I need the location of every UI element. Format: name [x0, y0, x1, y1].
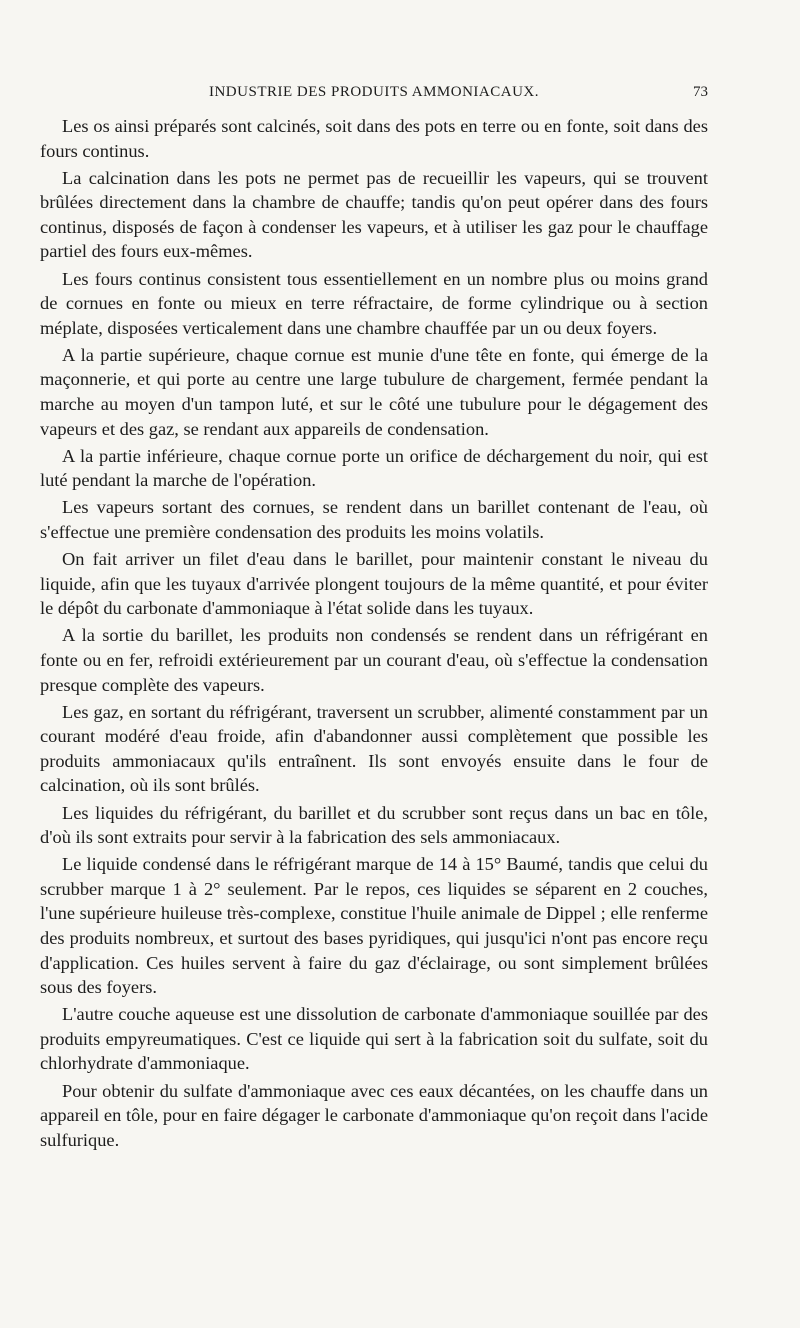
- paragraph: A la sortie du barillet, les produits non condensés se rendent dans un réfrigérant en fonte ou en fer, refroidi extérieurement par un courant d'eau, où s'effectue la condensation presque complète des vapeurs.: [40, 625, 708, 695]
- paragraph: Les fours continus consistent tous essentiellement en un nombre plus ou moins grand de cornues en fonte ou mieux en terre réfractaire, de forme cylindrique ou à section méplate, disposées verticalement dans une chambre chauffée par un ou deux foyers.: [40, 268, 708, 338]
- paragraph: Les gaz, en sortant du réfrigérant, traversent un scrubber, alimenté constamment par un courant modéré d'eau froide, afin d'abandonner aussi complètement que possible les produits ammoniacaux qu'ils entraînent. Ils sont envoyés ensuite dans le four de calcination, où ils sont brûlés.: [40, 701, 708, 796]
- paragraph: La calcination dans les pots ne permet pas de recueillir les vapeurs, qui se trouvent brûlées directement dans la chambre de chauffe; tandis qu'on peut opérer dans des fours continus, disposés de façon à condenser les vapeurs, et à utiliser les gaz pour le chauffage partiel des fours eux-mêmes.: [40, 167, 708, 262]
- paragraph: L'autre couche aqueuse est une dissolution de carbonate d'ammoniaque souillée par des produits empyreumatiques. C'est ce liquide qui sert à la fabrication soit du sulfate, soit du chlorhydrate d'ammoniaque.: [40, 1004, 708, 1074]
- paragraph: On fait arriver un filet d'eau dans le barillet, pour maintenir constant le niveau du liquide, afin que les tuyaux d'arrivée plongent toujours de la même quantité, et pour éviter le dépôt du carbonate d'ammoniaque à l'état solide dans les tuyaux.: [40, 549, 708, 619]
- running-title: INDUSTRIE DES PRODUITS AMMONIACAUX.: [208, 84, 540, 100]
- paragraph: Pour obtenir du sulfate d'ammoniaque avec ces eaux décantées, on les chauffe dans un appareil en tôle, pour en faire dégager le carbonate d'ammoniaque qu'on reçoit dans l'acide sulfurique.: [40, 1080, 708, 1150]
- page-number: 73: [693, 84, 708, 100]
- body-text: [40, 114, 708, 1155]
- paragraph: Les vapeurs sortant des cornues, se rendent dans un barillet contenant de l'eau, où s'effectue une première condensation des produits les moins volatils.: [40, 497, 708, 542]
- paragraph: A la partie inférieure, chaque cornue porte un orifice de déchargement du noir, qui est luté pendant la marche de l'opération.: [40, 445, 708, 491]
- paragraph: Les os ainsi préparés sont calcinés, soit dans des pots en terre ou en fonte, soit dans des fours continus.: [40, 116, 708, 161]
- running-head: [40, 84, 708, 108]
- paragraph: Le liquide condensé dans le réfrigérant marque de 14 à 15° Baumé, tandis que celui du scrubber marque 1 à 2° seulement. Par le repos, ces liquides se séparent en 2 couches, l'une supérieure huileuse très-complexe, constitue l'huile animale de Dippel ; elle renferme des produits nombreux, et surtout des bases pyridiques, qui jusqu'ici n'ont pas encore reçu d'application. Ces huiles servent à faire du gaz d'éclairage, ou sont simplement brûlées sous des foyers.: [40, 854, 708, 998]
- paragraph: Les liquides du réfrigérant, du barillet et du scrubber sont reçus dans un bac en tôle, d'où ils sont extraits pour servir à la fabrication des sels ammoniacaux.: [40, 802, 708, 848]
- paragraph: A la partie supérieure, chaque cornue est munie d'une tête en fonte, qui émerge de la maçonnerie, et qui porte au centre une large tubulure de chargement, fermée pendant la marche au moyen d'un tampon luté, et sur le côté une tubulure pour le dégagement des vapeurs et des gaz, se rendant aux appareils de condensation.: [40, 344, 708, 439]
